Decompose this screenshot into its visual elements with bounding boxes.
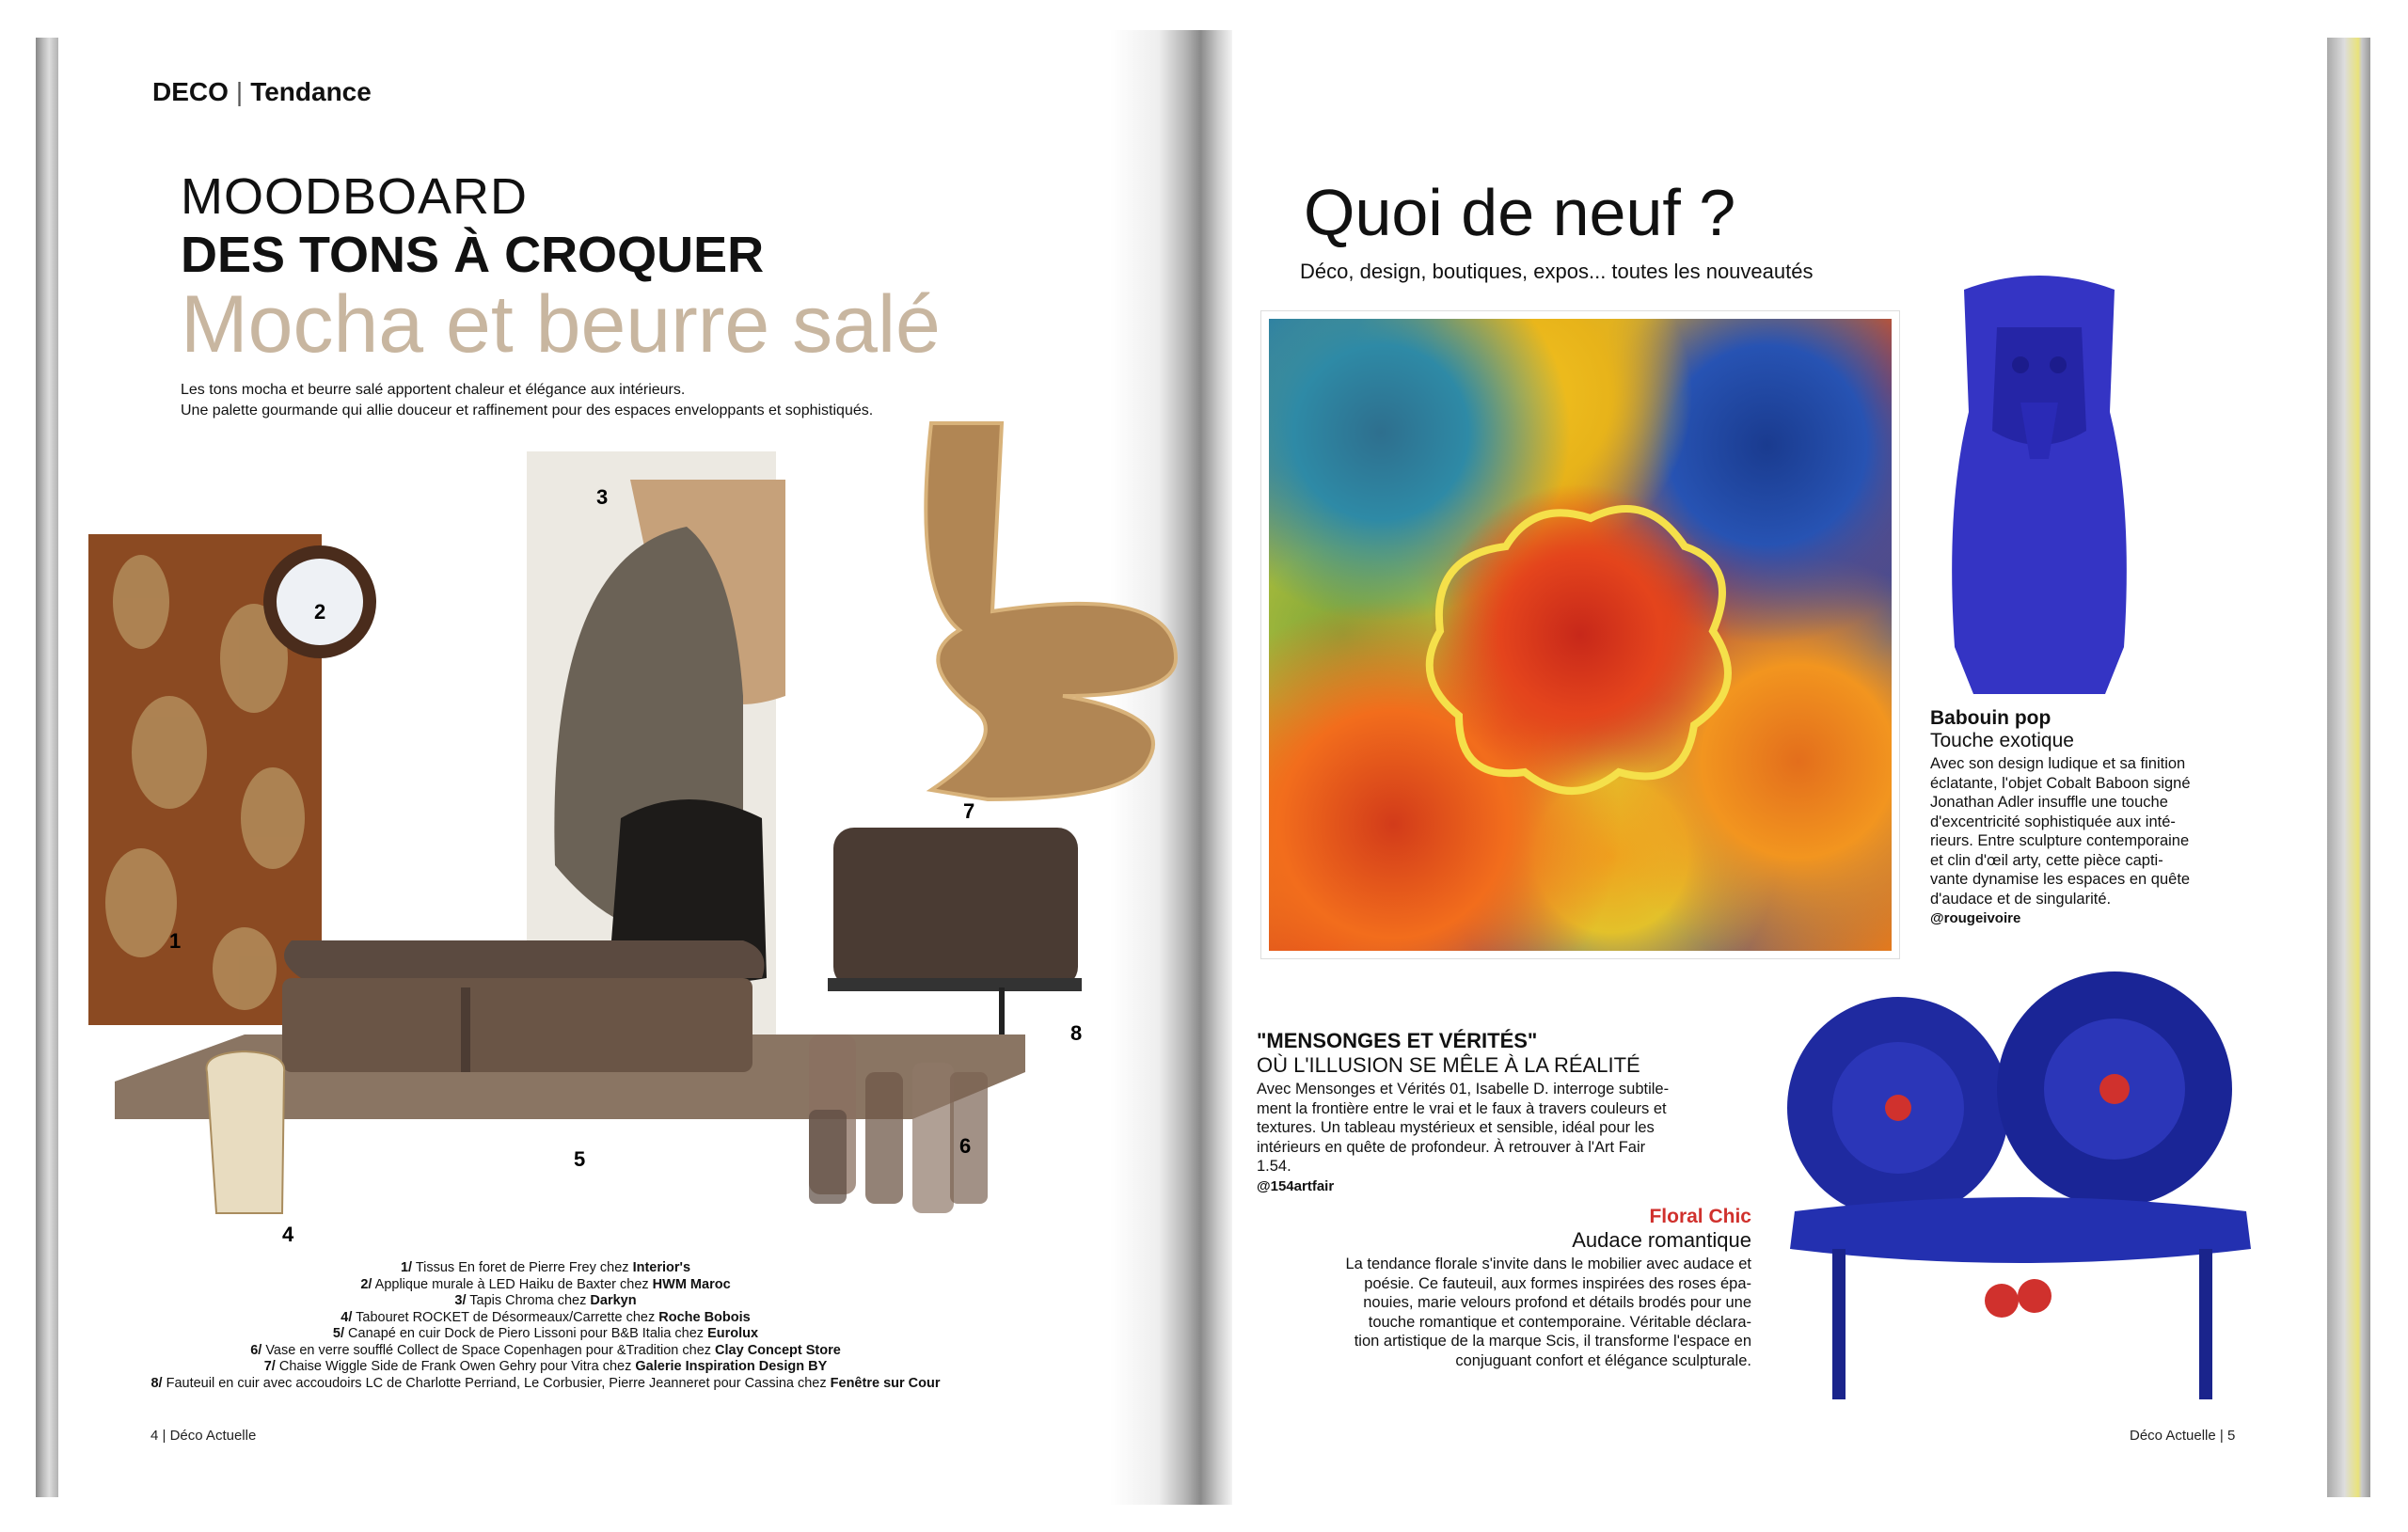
article-title: "MENSONGES ET VÉRITÉS" [1257,1029,1538,1052]
footer-left: 4 | Déco Actuelle [150,1428,257,1444]
article-title: Babouin pop [1930,707,2052,729]
credit-line: 4/ Tabouret ROCKET de Désormeaux/Carrette chez Roche Bobois [341,1309,751,1325]
intro-line: Les tons mocha et beurre salé apportent chaleur et élégance aux intérieurs. [181,382,686,398]
kicker: MOODBOARD [181,168,529,225]
magazine-name: Déco Actuelle [169,1428,257,1444]
article-credit: @rougeivoire [1930,910,2021,926]
credit-line: 8/ Fauteuil en cuir avec accoudoirs LC de Charlotte Perriand, Le Corbusier, Pierre Jeanneret pour Cassina chez Fenêtre sur Cour [150,1375,941,1391]
glass-vase [865,1072,903,1204]
item-number: 5 [574,1147,586,1171]
section-header: DECO | Tendance [152,77,372,106]
article-mensonges [1257,1029,1765,1194]
credit-line: 1/ Tissus En foret de Pierre Frey chez Interior's [400,1260,691,1275]
intro-line: Une palette gourmande qui allie douceur et raffinement pour des espaces enveloppants et sophistiqués. [181,403,874,419]
book-edge-right [2327,38,2370,1497]
section-label: DECO [152,77,229,106]
glass-vase [912,1063,954,1213]
item-number: 1 [169,929,182,953]
article-credit: @154artfair [1257,1177,1335,1194]
item-number: 3 [596,485,609,509]
product-credits [150,1260,941,1392]
article-body: Avec Mensonges et Vérités 01, Isabelle D. interroge subtile- ment la frontière entre le vrai et le faux à travers couleurs et textures. Un tableau mystérieux et sensible, idéal pour les intérieurs en quête de profondeur. À retrouver à l'Art Fair 1.54. [1257,1081,1670,1175]
rocket-stool [207,1051,285,1213]
item-number: 2 [314,600,326,624]
page-number: 4 [150,1428,159,1444]
leather-armchair [833,828,1078,987]
item-number: 7 [963,799,975,823]
news-title: Quoi de neuf ? [1304,176,1736,249]
article-subtitle: Audace romantique [1572,1228,1751,1252]
artwork-image [1260,310,1900,959]
moodboard-collage [85,414,1185,1260]
article-floral [1285,1206,1751,1370]
credit-line: 2/ Applique murale à LED Haiku de Baxter chez HWM Maroc [360,1276,731,1292]
subsection-label: Tendance [250,77,372,106]
headline: DES TONS À CROQUER [181,227,765,283]
credit-line: 7/ Chaise Wiggle Side de Frank Owen Gehry pour Vitra chez Galerie Inspiration Design BY [263,1359,828,1374]
article-baboon [1930,707,2231,926]
item-number: 6 [959,1134,972,1158]
glass-vase [809,1110,847,1204]
credit-line: 5/ Canapé en cuir Dock de Piero Lissoni pour B&B Italia chez Eurolux [332,1326,759,1341]
item-number: 8 [1070,1021,1083,1045]
article-body: La tendance florale s'invite dans le mobilier avec audace et poésie. Ce fauteuil, aux formes inspirées des roses épa- nouies, marie velours profond et détails brodés pour une touche romantique et contemporaine. Véritable déclara- tion artistique de la marque Scis, il transforme l'espace en conjuguant confort et élégance sculpturale. [1345,1256,1751,1369]
cobalt-baboon-sculpture [1945,271,2133,703]
rose-bench [1776,967,2265,1418]
news-subtitle: Déco, design, boutiques, expos... toutes les nouveautés [1300,260,1814,283]
article-title: Floral Chic [1649,1206,1751,1227]
page-number: 5 [2226,1428,2236,1444]
page-title: Mocha et beurre salé [181,279,941,370]
item-number: 4 [282,1223,294,1246]
footer-right: Déco Actuelle | 5 [2130,1428,2236,1444]
leather-sofa [282,978,752,1072]
credit-line: 3/ Tapis Chroma chez Darkyn [454,1293,637,1308]
artwork-yellow-line [1402,481,1760,819]
book-edge-left [36,38,60,1497]
article-subtitle: Touche exotique [1930,730,2074,751]
credit-line: 6/ Vase en verre soufflé Collect de Space Copenhagen pour &Tradition chez Clay Concept Store [250,1342,841,1358]
article-body: Avec son design ludique et sa finition éclatante, l'objet Cobalt Baboon signé Jonathan Adler insuffle une touche d'excentricité sophistiquée aux inté- rieurs. Entre sculpture contemporaine et clin d'œil arty, cette pièce capti- vante dynamise les espaces en quête d'audace et de singularité. [1930,755,2191,908]
article-subtitle: OÙ L'ILLUSION SE MÊLE À LA RÉALITÉ [1257,1053,1640,1077]
magazine-name: Déco Actuelle [2130,1428,2216,1444]
wiggle-chair [926,423,1176,799]
